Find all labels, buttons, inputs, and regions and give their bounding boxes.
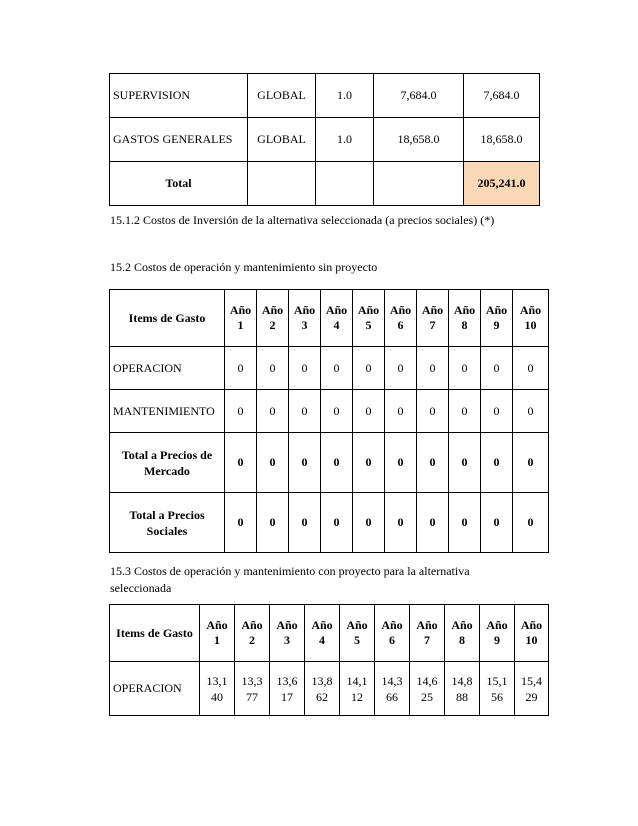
value-cell: 0 [321,493,353,553]
table-row [110,493,549,553]
value-cell: 0 [481,433,513,493]
value-cell: 15,4 29 [515,662,549,716]
om-cost-without-project-table [109,289,549,553]
header-row [110,605,549,662]
value-cell: 0 [225,347,257,390]
section-heading-15-2: 15.2 Costos de operación y mantenimiento sin proyecto [110,260,378,274]
value-cell: 0 [449,433,481,493]
unit-cell: GLOBAL [248,118,316,162]
value-cell: 0 [481,390,513,433]
value-cell: 0 [449,493,481,553]
year-header: Año 8 [445,605,480,662]
value-cell: 0 [289,390,321,433]
total-value: 205,241.0 [464,162,540,206]
year-header: Año 8 [449,290,481,347]
value-cell: 14,8 88 [445,662,480,716]
year-header: Año 7 [410,605,445,662]
value-cell: 14,1 12 [340,662,375,716]
value-cell: 0 [225,433,257,493]
value-cell: 0 [449,390,481,433]
year-header: Año 1 [225,290,257,347]
year-header: Año 6 [375,605,410,662]
value-cell: 0 [513,493,549,553]
value-cell: 0 [513,433,549,493]
qty-cell: 1.0 [316,118,374,162]
value-cell: 0 [417,347,449,390]
value-cell: 0 [257,493,289,553]
value-cell: 0 [513,390,549,433]
value-cell: 0 [257,347,289,390]
value-cell: 0 [289,347,321,390]
value-cell: 0 [417,433,449,493]
year-header: Año 9 [480,605,515,662]
empty-cell [374,162,464,206]
total-row [110,162,540,206]
table-row [110,118,540,162]
row-label: Total a Precios Sociales [110,493,225,553]
header-row [110,290,549,347]
value-cell: 13,1 40 [200,662,235,716]
year-header: Año 10 [515,605,549,662]
empty-cell [248,162,316,206]
table-row [110,433,549,493]
table-row [110,347,549,390]
value-cell: 14,6 25 [410,662,445,716]
om-cost-with-project-table [109,604,549,716]
table-row [110,662,549,716]
value-cell: 14,3 66 [375,662,410,716]
item-cell: GASTOS GENERALES [110,118,248,162]
year-header: Año 7 [417,290,449,347]
year-header: Año 9 [481,290,513,347]
value-cell: 0 [353,347,385,390]
year-header: Año 3 [270,605,305,662]
value-cell: 0 [353,433,385,493]
value-cell: 0 [257,433,289,493]
value-cell: 0 [353,390,385,433]
total-cell: 18,658.0 [464,118,540,162]
total-label: Total [110,162,248,206]
year-header: Año 5 [340,605,375,662]
value-cell: 0 [321,433,353,493]
row-label: Total a Precios de Mercado [110,433,225,493]
year-header: Año 2 [257,290,289,347]
value-cell: 0 [289,433,321,493]
value-cell: 0 [225,390,257,433]
value-cell: 13,3 77 [235,662,270,716]
value-cell: 15,1 56 [480,662,515,716]
price-cell: 7,684.0 [374,74,464,118]
year-header: Año 5 [353,290,385,347]
value-cell: 0 [353,493,385,553]
item-cell: SUPERVISION [110,74,248,118]
value-cell: 0 [481,493,513,553]
header-items-de-gasto: Items de Gasto [110,605,200,662]
value-cell: 0 [321,390,353,433]
header-items-de-gasto: Items de Gasto [110,290,225,347]
value-cell: 13,8 62 [305,662,340,716]
year-header: Año 1 [200,605,235,662]
value-cell: 0 [289,493,321,553]
value-cell: 0 [321,347,353,390]
row-label: OPERACION [110,662,200,716]
total-cell: 7,684.0 [464,74,540,118]
value-cell: 0 [417,390,449,433]
value-cell: 0 [385,493,417,553]
investment-cost-table [109,73,540,206]
value-cell: 0 [385,390,417,433]
price-cell: 18,658.0 [374,118,464,162]
unit-cell: GLOBAL [248,74,316,118]
value-cell: 0 [257,390,289,433]
qty-cell: 1.0 [316,74,374,118]
value-cell: 0 [225,493,257,553]
year-header: Año 6 [385,290,417,347]
year-header: Año 4 [321,290,353,347]
value-cell: 0 [481,347,513,390]
value-cell: 13,6 17 [270,662,305,716]
table-row [110,390,549,433]
year-header: Año 2 [235,605,270,662]
row-label: MANTENIMIENTO [110,390,225,433]
empty-cell [316,162,374,206]
value-cell: 0 [385,433,417,493]
year-header: Año 3 [289,290,321,347]
value-cell: 0 [449,347,481,390]
year-header: Año 10 [513,290,549,347]
value-cell: 0 [417,493,449,553]
row-label: OPERACION [110,347,225,390]
table-row [110,74,540,118]
section-heading-15-3: 15.3 Costos de operación y mantenimiento con proyecto para la alternativa seleccionada [110,564,470,595]
section-heading-15-1-2: 15.1.2 Costos de Inversión de la alternativa seleccionada (a precios sociales) (*) [110,213,495,227]
value-cell: 0 [385,347,417,390]
value-cell: 0 [513,347,549,390]
year-header: Año 4 [305,605,340,662]
